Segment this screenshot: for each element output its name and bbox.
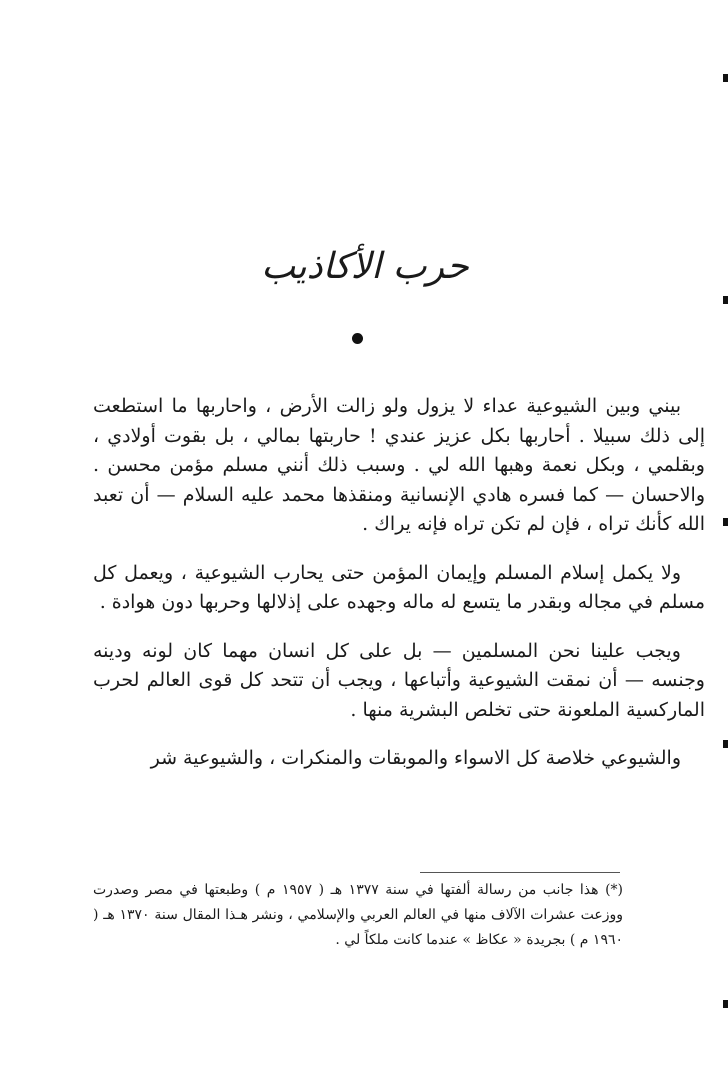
scan-edge-mark <box>723 74 728 82</box>
body-text <box>93 392 705 774</box>
title-ornament-dot <box>352 333 363 344</box>
paragraph: بيني وبين الشيوعية عداء لا يزول ولو زالت الأرض ، واحاربها ما استطعت إلى ذلك سبيلا . أحاربها بكل عزيز عندي ! حاربتها بمالي ، بل بقوت أولادي ، وبقلمي ، وبكل نعمة وهبها الله لي . وسبب ذلك أنني مسلم مؤمن محسن . والاحسان — كما فسره هادي الإنسانية ومنقذها محمد عليه السلام — أن تعبد الله كأنك تراه ، فإن لم تكن تراه فإنه يراك . <box>93 395 705 535</box>
scan-edge-mark <box>723 518 728 526</box>
footnote: (*) هذا جانب من رسالة ألفتها في سنة ١٣٧٧ هـ ( ١٩٥٧ م ) وطبعتها في مصر وصدرت ووزعت عشرات الآلاف منها في العالم العربي والإسلامي ، ونشر هـذا المقال سنة ١٣٧٠ هـ ( ١٩٦٠ م ) بجريدة « عكاظ » عندما كانت ملكاً لي . <box>93 882 624 948</box>
paragraph: ويجب علينا نحن المسلمين — بل على كل انسان مهما كان لونه ودينه وجنسه — أن نمقت الشيوعية وأتباعها ، ويجب أن تتحد كل قوى العالم لحرب الماركسية الملعونة حتى تخلص البشرية منها . <box>93 639 705 721</box>
scan-edge-mark <box>723 1000 728 1008</box>
paragraph: ولا يكمل إسلام المسلم وإيمان المؤمن حتى يحارب الشيوعية ، ويعمل كل مسلم في مجاله وبقدر ما يتسع له ماله وجهده على إذلالها وحربها دون هوادة . <box>93 561 705 613</box>
chapter-title: حرب الأكاذيب <box>261 246 469 287</box>
paragraph: والشيوعي خلاصة كل الاسواء والموبقات والمنكرات ، والشيوعية شر <box>150 747 681 769</box>
scan-edge-mark <box>723 296 728 304</box>
scan-edge-mark <box>723 740 728 748</box>
footnote-separator <box>420 872 620 873</box>
